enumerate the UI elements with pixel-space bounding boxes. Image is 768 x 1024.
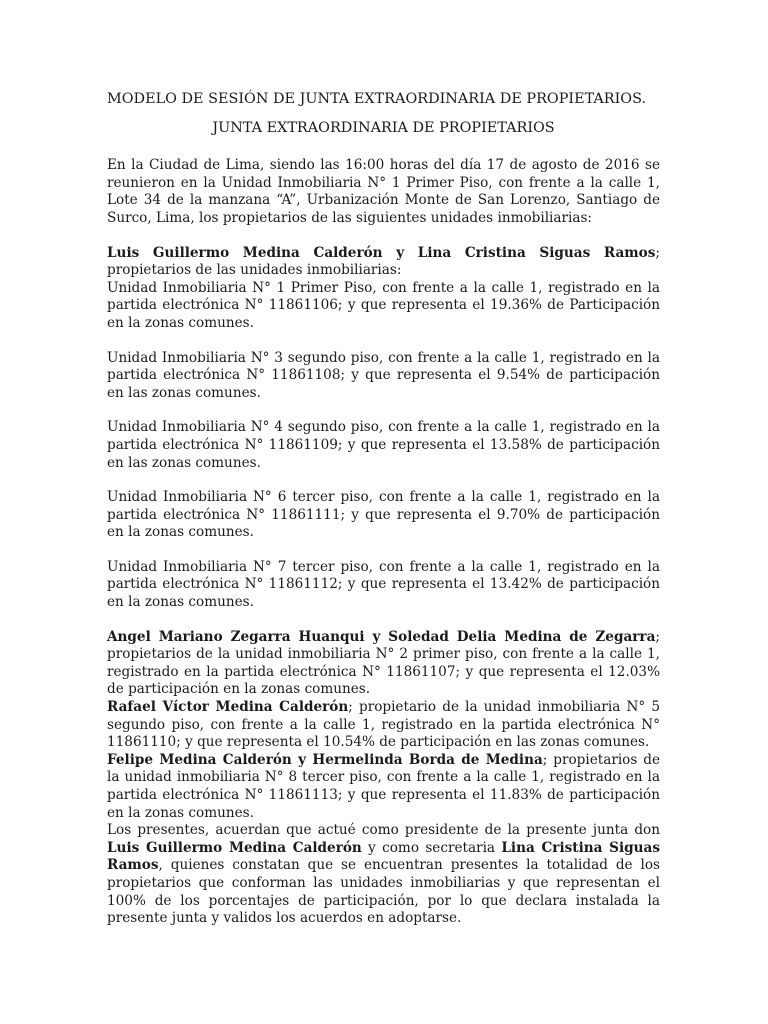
document-title: MODELO DE SESIÓN DE JUNTA EXTRAORDINARIA DE PROPIETARIOS. xyxy=(107,91,647,107)
secretary-name: Lina Cristina Siguas Ramos xyxy=(107,839,660,874)
owner3-text: ; propietario de la unidad inmobiliaria N° 5 segundo piso, con frente a la calle 1, registrado en la partida electrónica N° 11861110; y que representa el 10.54% de participación en las zonas comunes. xyxy=(107,699,660,751)
owners4-names: Felipe Medina Calderón y Hermelinda Borda de Medina xyxy=(107,751,543,768)
owners2-text: ; propietarios de la unidad inmobiliaria N° 2 primer piso, con frente a la calle 1, registrado en la partida electrónica N° 11861107; y que representa el 12.03% de participación en la zonas comunes. xyxy=(107,628,660,698)
owners1-paragraph xyxy=(107,245,660,280)
owners1-text: ; propietarios de las unidades inmobiliarias: xyxy=(107,244,660,279)
unit4-paragraph: Unidad Inmobiliaria N° 4 segundo piso, con frente a la calle 1, registrado en la partida electrónica N° 11861109; y que representa el 13.58% de participación en las zonas comunes. xyxy=(107,419,660,471)
owner3-paragraph xyxy=(107,699,660,752)
owners1-names: Luis Guillermo Medina Calderón y Lina Cristina Siguas Ramos xyxy=(107,244,656,261)
closing-text-c: , quienes constatan que se encuentran presentes la totalidad de los propietarios que conforman las unidades inmobiliarias y que representan el 100% de los porcentajes de participación, por lo que declara instalada la presente junta y validos los acuerdos en adoptarse. xyxy=(107,857,660,927)
owner3-name: Rafael Víctor Medina Calderón xyxy=(107,699,349,716)
owners4-paragraph xyxy=(107,752,660,822)
intro-paragraph: En la Ciudad de Lima, siendo las 16:00 horas del día 17 de agosto de 2016 se reunieron en la Unidad Inmobiliaria N° 1 Primer Piso, con frente a la calle 1, Lote 34 de la manzana “A”, Urbanización Monte de San Lorenzo, Santiago de Surco, Lima, los propietarios de las siguientes unidades inmobiliarias: xyxy=(107,157,660,226)
owners4-text: ; propietarios de la unidad inmobiliaria N° 8 tercer piso, con frente a la calle 1, registrado en la partida electrónica N° 11861113; y que representa el 11.83% de participación en la zonas comunes. xyxy=(107,751,660,821)
owners2-paragraph xyxy=(107,629,660,699)
document-subtitle: JUNTA EXTRAORDINARIA DE PROPIETARIOS xyxy=(212,119,555,136)
unit7-paragraph: Unidad Inmobiliaria N° 7 tercer piso, con frente a la calle 1, registrado en la partida electrónica N° 11861112; y que representa el 13.42% de participación en la zonas comunes. xyxy=(107,558,660,611)
owners2-names: Angel Mariano Zegarra Huanqui y Soledad Delia Medina de Zegarra xyxy=(107,628,656,645)
unit3-paragraph: Unidad Inmobiliaria N° 3 segundo piso, con frente a la calle 1, registrado en la partida electrónica N° 11861108; y que representa el 9.54% de participación en las zonas comunes. xyxy=(107,349,660,401)
unit1-paragraph: Unidad Inmobiliaria N° 1 Primer Piso, con frente a la calle 1, registrado en la partida electrónica N° 11861106; y que representa el 19.36% de Participación en la zonas comunes. xyxy=(107,279,660,331)
document-body xyxy=(107,91,660,928)
closing-text-a: Los presentes, acuerdan que actué como presidente de la presente junta don xyxy=(107,822,660,839)
unit6-paragraph: Unidad Inmobiliaria N° 6 tercer piso, con frente a la calle 1, registrado en la partida electrónica N° 11861111; y que representa el 9.70% de participación en la zonas comunes. xyxy=(107,489,660,541)
closing-paragraph xyxy=(107,822,660,928)
closing-text-b: y como secretaria xyxy=(361,839,502,856)
president-name: Luis Guillermo Medina Calderón xyxy=(107,839,362,856)
